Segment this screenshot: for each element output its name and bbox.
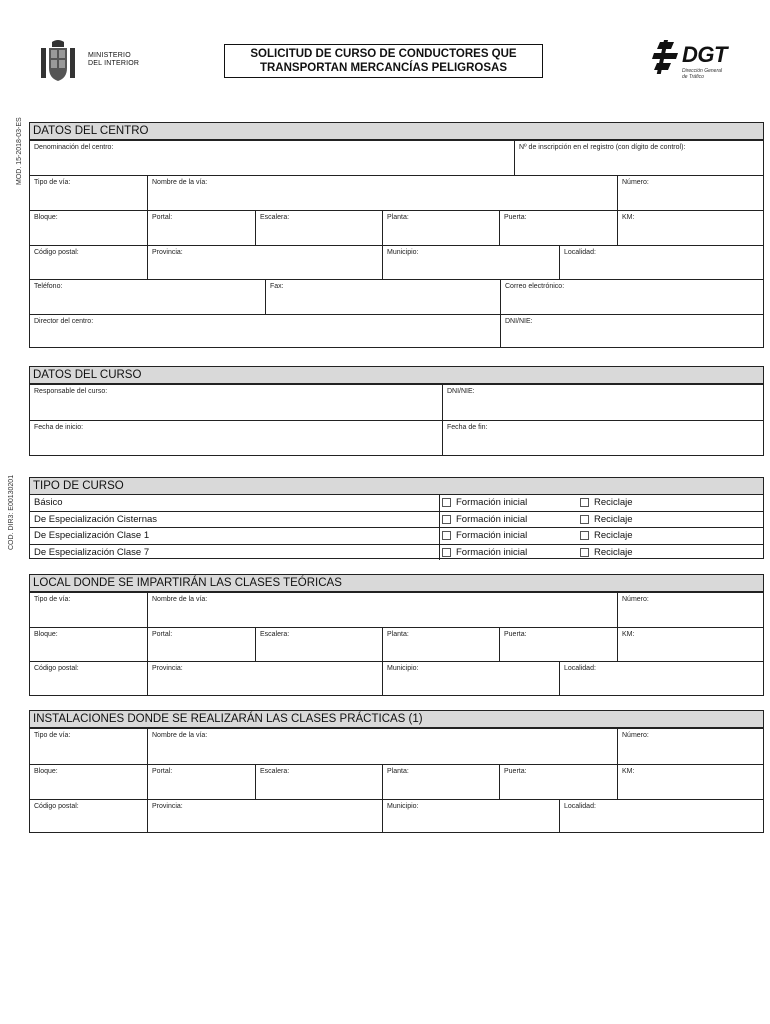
option-label: Reciclaje xyxy=(594,546,633,558)
field-tipo-via[interactable]: Tipo de vía: xyxy=(34,732,71,739)
section-local xyxy=(29,574,764,696)
checkbox-formacion-inicial[interactable] xyxy=(442,548,451,557)
checkbox-reciclaje[interactable] xyxy=(580,515,589,524)
ministry-logo xyxy=(38,40,158,86)
field-puerta[interactable]: Puerta: xyxy=(499,211,617,245)
field-nombre-via[interactable]: Nombre de la vía: xyxy=(147,593,617,627)
tipo-label: De Especialización Clase 7 xyxy=(30,545,440,561)
field-telefono[interactable]: Teléfono: xyxy=(34,283,63,290)
field-municipio[interactable]: Municipio: xyxy=(382,662,559,695)
field-numero[interactable]: Número: xyxy=(617,729,763,764)
ministry-line2: DEL INTERIOR xyxy=(88,60,140,67)
field-inscripcion[interactable]: Nº de inscripción en el registro (con dígito de control): xyxy=(514,141,763,175)
form-title xyxy=(224,44,543,78)
checkbox-formacion-inicial[interactable] xyxy=(442,515,451,524)
field-nombre-via[interactable]: Nombre de la vía: xyxy=(147,729,617,764)
field-localidad[interactable]: Localidad: xyxy=(559,246,763,279)
field-municipio[interactable]: Municipio: xyxy=(382,800,559,833)
section-centro xyxy=(29,122,764,348)
section-instalaciones-title: INSTALACIONES DONDE SE REALIZARÁN LAS CLASES PRÁCTICAS (1) xyxy=(30,711,763,728)
field-planta[interactable]: Planta: xyxy=(382,211,499,245)
cod-dir3: COD. DIR3: E00130201 xyxy=(8,474,15,550)
option-label: Reciclaje xyxy=(594,513,633,525)
field-portal[interactable]: Portal: xyxy=(147,628,255,661)
field-codigo-postal[interactable]: Código postal: xyxy=(34,249,79,256)
field-codigo-postal[interactable]: Código postal: xyxy=(34,665,79,672)
field-codigo-postal[interactable]: Código postal: xyxy=(34,803,79,810)
section-tipo xyxy=(29,477,764,559)
field-planta[interactable]: Planta: xyxy=(382,628,499,661)
field-localidad[interactable]: Localidad: xyxy=(559,662,763,695)
tipo-label: De Especialización Clase 1 xyxy=(30,528,440,544)
title-line1: SOLICITUD DE CURSO DE CONDUCTORES QUE xyxy=(250,48,517,60)
tipo-row xyxy=(30,511,763,528)
section-curso-title: DATOS DEL CURSO xyxy=(30,367,763,384)
field-tipo-via[interactable]: Tipo de vía: xyxy=(34,596,71,603)
field-puerta[interactable]: Puerta: xyxy=(499,628,617,661)
dgt-word: DGT xyxy=(682,42,727,67)
option-label: Formación inicial xyxy=(456,513,528,525)
field-puerta[interactable]: Puerta: xyxy=(499,765,617,799)
field-dni-responsable[interactable]: DNI/NIE: xyxy=(442,385,763,420)
field-provincia[interactable]: Provincia: xyxy=(147,246,382,279)
dgt-mark-icon xyxy=(652,40,680,74)
field-provincia[interactable]: Provincia: xyxy=(147,800,382,833)
field-nombre-via[interactable]: Nombre de la vía: xyxy=(147,176,617,210)
field-provincia[interactable]: Provincia: xyxy=(147,662,382,695)
field-bloque[interactable]: Bloque: xyxy=(34,631,58,638)
checkbox-formacion-inicial[interactable] xyxy=(442,498,451,507)
field-fecha-fin[interactable]: Fecha de fin: xyxy=(442,421,763,455)
section-centro-title: DATOS DEL CENTRO xyxy=(30,123,763,140)
dgt-sub2: de Tráfico xyxy=(682,74,704,80)
tipo-row xyxy=(30,544,763,561)
dgt-logo xyxy=(652,40,740,84)
tipo-label: Básico xyxy=(30,495,440,511)
field-fax[interactable]: Fax: xyxy=(265,280,500,314)
dgt-sub1: Dirección General xyxy=(682,68,723,74)
field-bloque[interactable]: Bloque: xyxy=(34,768,58,775)
mod-code: MOD. 15-2018-03-ES xyxy=(16,117,23,185)
field-escalera[interactable]: Escalera: xyxy=(255,211,382,245)
field-denominacion[interactable]: Denominación del centro: xyxy=(34,144,114,151)
section-instalaciones xyxy=(29,710,764,833)
field-localidad[interactable]: Localidad: xyxy=(559,800,763,833)
checkbox-formacion-inicial[interactable] xyxy=(442,531,451,540)
field-fecha-inicio[interactable]: Fecha de inicio: xyxy=(34,424,84,431)
field-tipo-via[interactable]: Tipo de vía: xyxy=(34,179,71,186)
tipo-row xyxy=(30,527,763,544)
field-escalera[interactable]: Escalera: xyxy=(255,765,382,799)
ministry-line1: MINISTERIO xyxy=(88,52,131,59)
tipo-label: De Especialización Cisternas xyxy=(30,512,440,528)
field-correo[interactable]: Correo electrónico: xyxy=(500,280,763,314)
section-local-title: LOCAL DONDE SE IMPARTIRÁN LAS CLASES TEÓRICAS xyxy=(30,575,763,592)
field-portal[interactable]: Portal: xyxy=(147,765,255,799)
field-numero[interactable]: Número: xyxy=(617,176,763,210)
option-label: Formación inicial xyxy=(456,546,528,558)
field-dni-director[interactable]: DNI/NIE: xyxy=(500,315,763,347)
tipo-table xyxy=(30,495,763,560)
field-bloque[interactable]: Bloque: xyxy=(34,214,58,221)
field-numero[interactable]: Número: xyxy=(617,593,763,627)
title-line2: TRANSPORTAN MERCANCÍAS PELIGROSAS xyxy=(259,62,508,74)
field-km[interactable]: KM: xyxy=(617,765,763,799)
checkbox-reciclaje[interactable] xyxy=(580,531,589,540)
field-responsable[interactable]: Responsable del curso: xyxy=(34,388,108,395)
coat-of-arms-icon xyxy=(38,40,78,84)
field-director[interactable]: Director del centro: xyxy=(34,318,94,325)
option-label: Formación inicial xyxy=(456,530,528,542)
section-curso xyxy=(29,366,764,456)
field-km[interactable]: KM: xyxy=(617,628,763,661)
tipo-row xyxy=(30,495,763,511)
checkbox-reciclaje[interactable] xyxy=(580,548,589,557)
option-label: Formación inicial xyxy=(456,497,528,509)
field-km[interactable]: KM: xyxy=(617,211,763,245)
section-tipo-title: TIPO DE CURSO xyxy=(30,478,763,495)
field-portal[interactable]: Portal: xyxy=(147,211,255,245)
field-planta[interactable]: Planta: xyxy=(382,765,499,799)
option-label: Reciclaje xyxy=(594,497,633,509)
field-municipio[interactable]: Municipio: xyxy=(382,246,559,279)
checkbox-reciclaje[interactable] xyxy=(580,498,589,507)
option-label: Reciclaje xyxy=(594,530,633,542)
field-escalera[interactable]: Escalera: xyxy=(255,628,382,661)
